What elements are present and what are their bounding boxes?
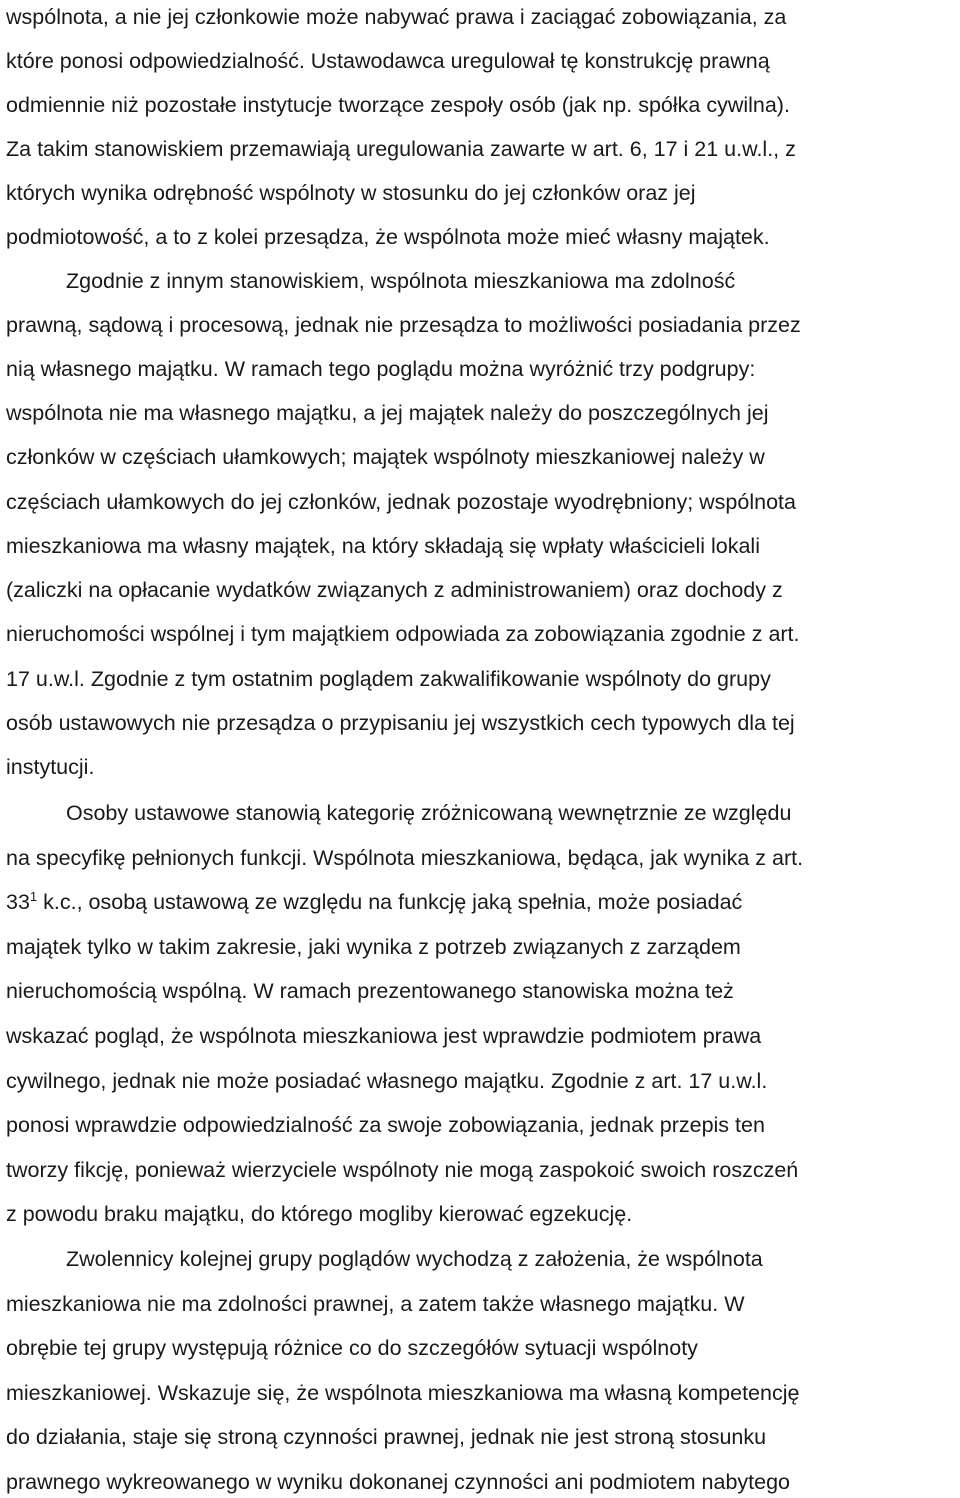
text-line: Zgodnie z innym stanowiskiem, wspólnota mieszkaniowa ma zdolność [66, 269, 736, 293]
text-line-rest: k.c., osobą ustawową ze względu na funkcję jaką spełnia, może posiadać [43, 890, 743, 914]
article-superscript: 1 [29, 889, 38, 904]
text-line: instytucji. [6, 755, 95, 779]
text-line: obrębie tej grupy występują różnice co do szczegółów sytuacji wspólnoty [6, 1336, 698, 1360]
text-line: majątek tylko w takim zakresie, jaki wynika z potrzeb związanych z zarządem [6, 935, 741, 959]
text-line: członków w częściach ułamkowych; majątek wspólnoty mieszkaniowej należy w [6, 445, 765, 469]
text-line: częściach ułamkowych do jej członków, jednak pozostaje wyodrębniony; wspólnota [6, 490, 796, 514]
text-line: na specyfikę pełnionych funkcji. Wspólnota mieszkaniowa, będąca, jak wynika z art. [6, 846, 804, 870]
text-line: nieruchomości wspólnej i tym majątkiem odpowiada za zobowiązania zgodnie z art. [6, 622, 800, 646]
text-line: wspólnota, a nie jej członkowie może nabywać prawa i zaciągać zobowiązania, za [6, 5, 787, 29]
text-line: 17 u.w.l. Zgodnie z tym ostatnim poglądem zakwalifikowanie wspólnoty do grupy [6, 667, 771, 691]
text-line: mieszkaniowa nie ma zdolności prawnej, a zatem także własnego majątku. W [6, 1292, 745, 1316]
text-line: mieszkaniowej. Wskazuje się, że wspólnota mieszkaniowa ma własną kompetencję [6, 1381, 800, 1405]
text-line: których wynika odrębność wspólnoty w stosunku do jej członków oraz jej [6, 181, 696, 205]
text-line: wskazać pogląd, że wspólnota mieszkaniowa jest wprawdzie podmiotem prawa [6, 1024, 762, 1048]
text-line: tworzy fikcję, ponieważ wierzyciele wspólnoty nie mogą zaspokoić swoich roszczeń [6, 1158, 799, 1182]
text-line: ponosi wprawdzie odpowiedzialność za swoje zobowiązania, jednak przepis ten [6, 1113, 765, 1137]
text-line: osób ustawowych nie przesądza o przypisaniu jej wszystkich cech typowych dla tej [6, 711, 795, 735]
text-line: które ponosi odpowiedzialność. Ustawodawca uregulował tę konstrukcję prawną [6, 49, 770, 73]
text-line: Osoby ustawowe stanowią kategorię zróżnicowaną wewnętrznie ze względu [66, 801, 792, 825]
text-line: do działania, staje się stroną czynności prawnej, jednak nie jest stroną stosunku [6, 1425, 767, 1449]
text-line: (zaliczki na opłacanie wydatków związanych z administrowaniem) oraz dochody z [6, 578, 783, 602]
text-line: podmiotowość, a to z kolei przesądza, że wspólnota może mieć własny majątek. [6, 225, 770, 249]
text-line [6, 889, 742, 915]
text-line: prawną, sądową i procesową, jednak nie przesądza to możliwości posiadania przez [6, 313, 801, 337]
text-line: odmiennie niż pozostałe instytucje tworzące zespoły osób (jak np. spółka cywilna). [6, 93, 790, 117]
text-line: mieszkaniowa ma własny majątek, na który składają się wpłaty właścicieli lokali [6, 534, 760, 558]
text-line: wspólnota nie ma własnego majątku, a jej majątek należy do poszczególnych jej [6, 401, 769, 425]
text-line: prawnego wykreowanego w wyniku dokonanej czynności ani podmiotem nabytego [6, 1470, 791, 1494]
text-line: Za takim stanowiskiem przemawiają uregulowania zawarte w art. 6, 17 i 21 u.w.l., z [6, 137, 796, 161]
text-line: Zwolennicy kolejnej grupy poglądów wychodzą z założenia, że wspólnota [66, 1247, 763, 1271]
text-line: nią własnego majątku. W ramach tego poglądu można wyróżnić trzy podgrupy: [6, 357, 756, 381]
article-number: 33 [6, 890, 30, 914]
text-line: nieruchomością wspólną. W ramach prezentowanego stanowiska można też [6, 979, 734, 1003]
text-line: cywilnego, jednak nie może posiadać własnego majątku. Zgodnie z art. 17 u.w.l. [6, 1069, 768, 1093]
text-line: z powodu braku majątku, do którego mogliby kierować egzekucję. [6, 1202, 633, 1226]
